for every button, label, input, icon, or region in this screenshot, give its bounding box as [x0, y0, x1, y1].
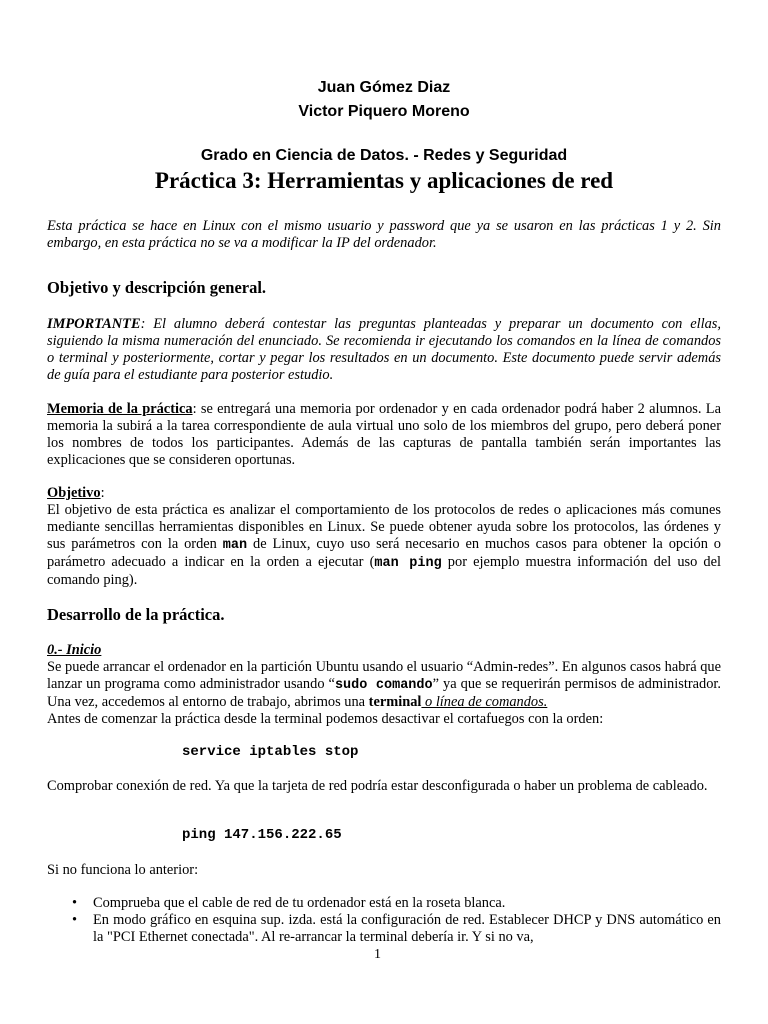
objetivo-paragraph — [47, 485, 721, 589]
page-number: 1 — [374, 947, 381, 962]
bullet-icon: • — [72, 912, 78, 928]
list-item — [47, 912, 721, 946]
conexion-paragraph: Comprobar conexión de red. Ya que la tarjeta de red podría estar desconfigurada o haber un problema de cableado. — [47, 778, 708, 794]
objetivo-label: Objetivo — [47, 485, 101, 501]
bullet-text-1: Comprueba que el cable de red de tu ordenador está en la roseta blanca. — [93, 895, 506, 911]
command-ping: ping 147.156.222.65 — [182, 827, 342, 843]
list-item — [47, 895, 721, 912]
important-text: : El alumno deberá contestar las preguntas planteadas y preparar un documento con ellas, siguiendo la misma numeración del enunciado. Se recomienda ir ejecutando los comandos en la línea de comandos o terminal y posteriormente, cortar y pegar los resultados en un documento. Este documento puede servir además de guía para el estudiante para posterior estudio. — [47, 316, 721, 383]
command-iptables: service iptables stop — [182, 744, 359, 760]
section-heading-desarrollo: Desarrollo de la práctica. — [47, 605, 225, 624]
author-1: Juan Gómez Diaz — [317, 79, 451, 96]
course-name: Grado en Ciencia de Datos. - Redes y Seguridad — [200, 147, 568, 164]
bullet-list — [47, 895, 721, 946]
section-heading-objetivo-general: Objetivo y descripción general. — [47, 278, 267, 297]
inicio-text-c: o línea de comandos. — [421, 694, 548, 710]
bullet-text-2: En modo gráfico en esquina sup. izda. está la configuración de red. Establecer DHCP y DNS automático en la "PCI Ethernet conectada". Al re-arrancar la terminal debería ir. Y si no va, — [93, 912, 721, 945]
inicio-text-b: ” ya que se requerirán permisos de administrador. Una vez, accedemos al entorno de trabajo, abrimos una — [47, 676, 721, 710]
inicio-text-d: Antes de comenzar la práctica desde la terminal podemos desactivar el cortafuegos con la orden: — [47, 711, 604, 727]
objetivo-text-1: El objetivo de esta práctica es analizar el comportamiento de los protocolos de redes o aplicaciones más comunes mediante sencillas herramientas disponibles en Linux. Se puede obtener ayuda sobre los protocolos, las órdenes y sus parámetros con la orden — [47, 502, 721, 552]
intro-paragraph: Esta práctica se hace en Linux con el mismo usuario y password que ya se usaron en las prácticas 1 y 2. Sin embargo, en esta práctica no se va a modificar la IP del ordenador. — [47, 218, 721, 251]
objetivo-code-man: man — [222, 538, 248, 553]
important-paragraph — [47, 316, 721, 384]
no-funciona-paragraph: Si no funciona lo anterior: — [47, 862, 199, 878]
bullet-icon: • — [72, 895, 78, 911]
objetivo-code-man-ping: man ping — [374, 556, 442, 571]
memoria-label: Memoria de la práctica — [47, 401, 193, 417]
important-label: IMPORTANTE — [47, 316, 141, 332]
memoria-paragraph — [47, 401, 721, 469]
inicio-text-a: Se puede arrancar el ordenador en la partición Ubuntu usando el usuario “Admin-redes”. En algunos casos habrá que lanzar un programa como administrador usando “ — [47, 659, 721, 692]
inicio-paragraph — [47, 642, 721, 728]
document-title: Práctica 3: Herramientas y aplicaciones de red — [154, 168, 614, 193]
inicio-terminal: terminal — [368, 694, 422, 710]
inicio-code-sudo: sudo comando — [334, 678, 433, 693]
objetivo-text-2: de Linux, cuyo uso será necesario en muchos casos para obtener la opción o parámetro adecuado a indicar en la orden a ejecutar ( — [47, 536, 721, 570]
memoria-text: : se entregará una memoria por ordenador y en cada ordenador podrá haber 2 alumnos. La memoria la subirá a la tarea correspondiente de aula virtual uno solo de los miembros del grupo, pero deberá poner los nombres de todos los participantes. Además de las capturas de pantalla también serán importantes las explicaciones que se consideren oportunas. — [47, 401, 721, 468]
objetivo-colon: : — [100, 485, 105, 501]
author-2: Victor Piquero Moreno — [298, 103, 470, 120]
objetivo-text-3: por ejemplo muestra información del uso del comando ping). — [47, 554, 721, 588]
inicio-label: 0.- Inicio — [47, 642, 102, 658]
